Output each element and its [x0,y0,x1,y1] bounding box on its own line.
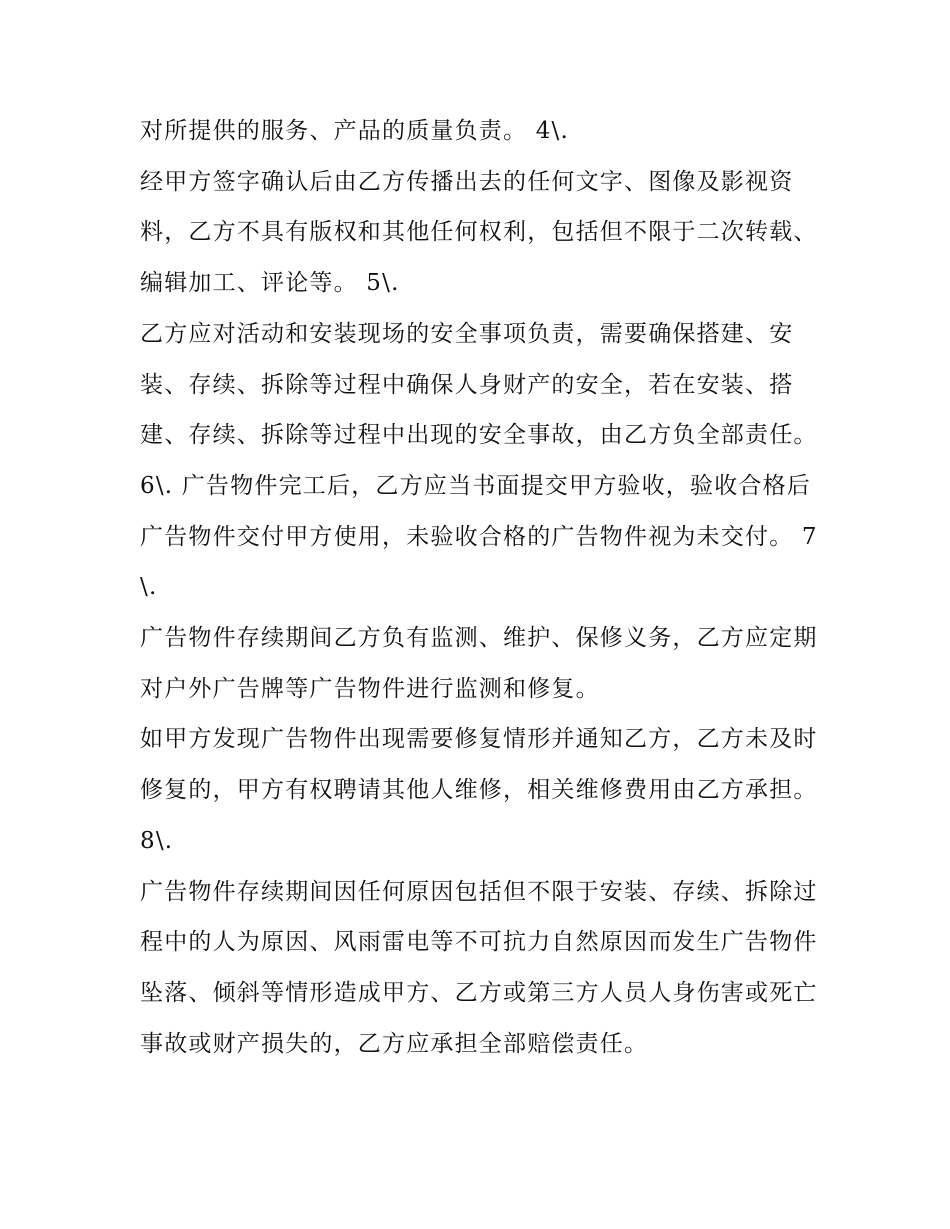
paragraph-6: 如甲方发现广告物件出现需要修复情形并通知乙方，乙方未及时修复的，甲方有权聘请其他人维修，相关维修费用由乙方承担。 8\. [140,726,818,854]
paragraph-5: 广告物件存续期间乙方负有监测、维护、保修义务，乙方应定期对户外广告牌等广告物件进行监测和修复。 [140,625,818,702]
paragraph-4: 6\. 广告物件完工后，乙方应当书面提交甲方验收，验收合格后广告物件交付甲方使用，未验收合格的广告物件视为未交付。 7\. [140,472,818,601]
document-body [140,106,820,1069]
paragraph-2: 经甲方签字确认后由乙方传播出去的任何文字、图像及影视资料，乙方不具有版权和其他任何权利，包括但不限于二次转载、编辑加工、评论等。 5\. [140,168,818,297]
paragraph-1: 对所提供的服务、产品的质量负责。 4\. [140,118,570,144]
paragraph-3: 乙方应对活动和安装现场的安全事项负责，需要确保搭建、安装、存续、拆除等过程中确保人身财产的安全，若在安装、搭建、存续、拆除等过程中出现的安全事故，由乙方负全部责任。 [140,320,818,449]
paragraph-7: 广告物件存续期间因任何原因包括但不限于安装、存续、拆除过程中的人为原因、风雨雷电等不可抗力自然原因而发生广告物件坠落、倾斜等情形造成甲方、乙方或第三方人员人身伤害或死亡事故或财产损失的，乙方应承担全部赔偿责任。 [140,878,818,1057]
